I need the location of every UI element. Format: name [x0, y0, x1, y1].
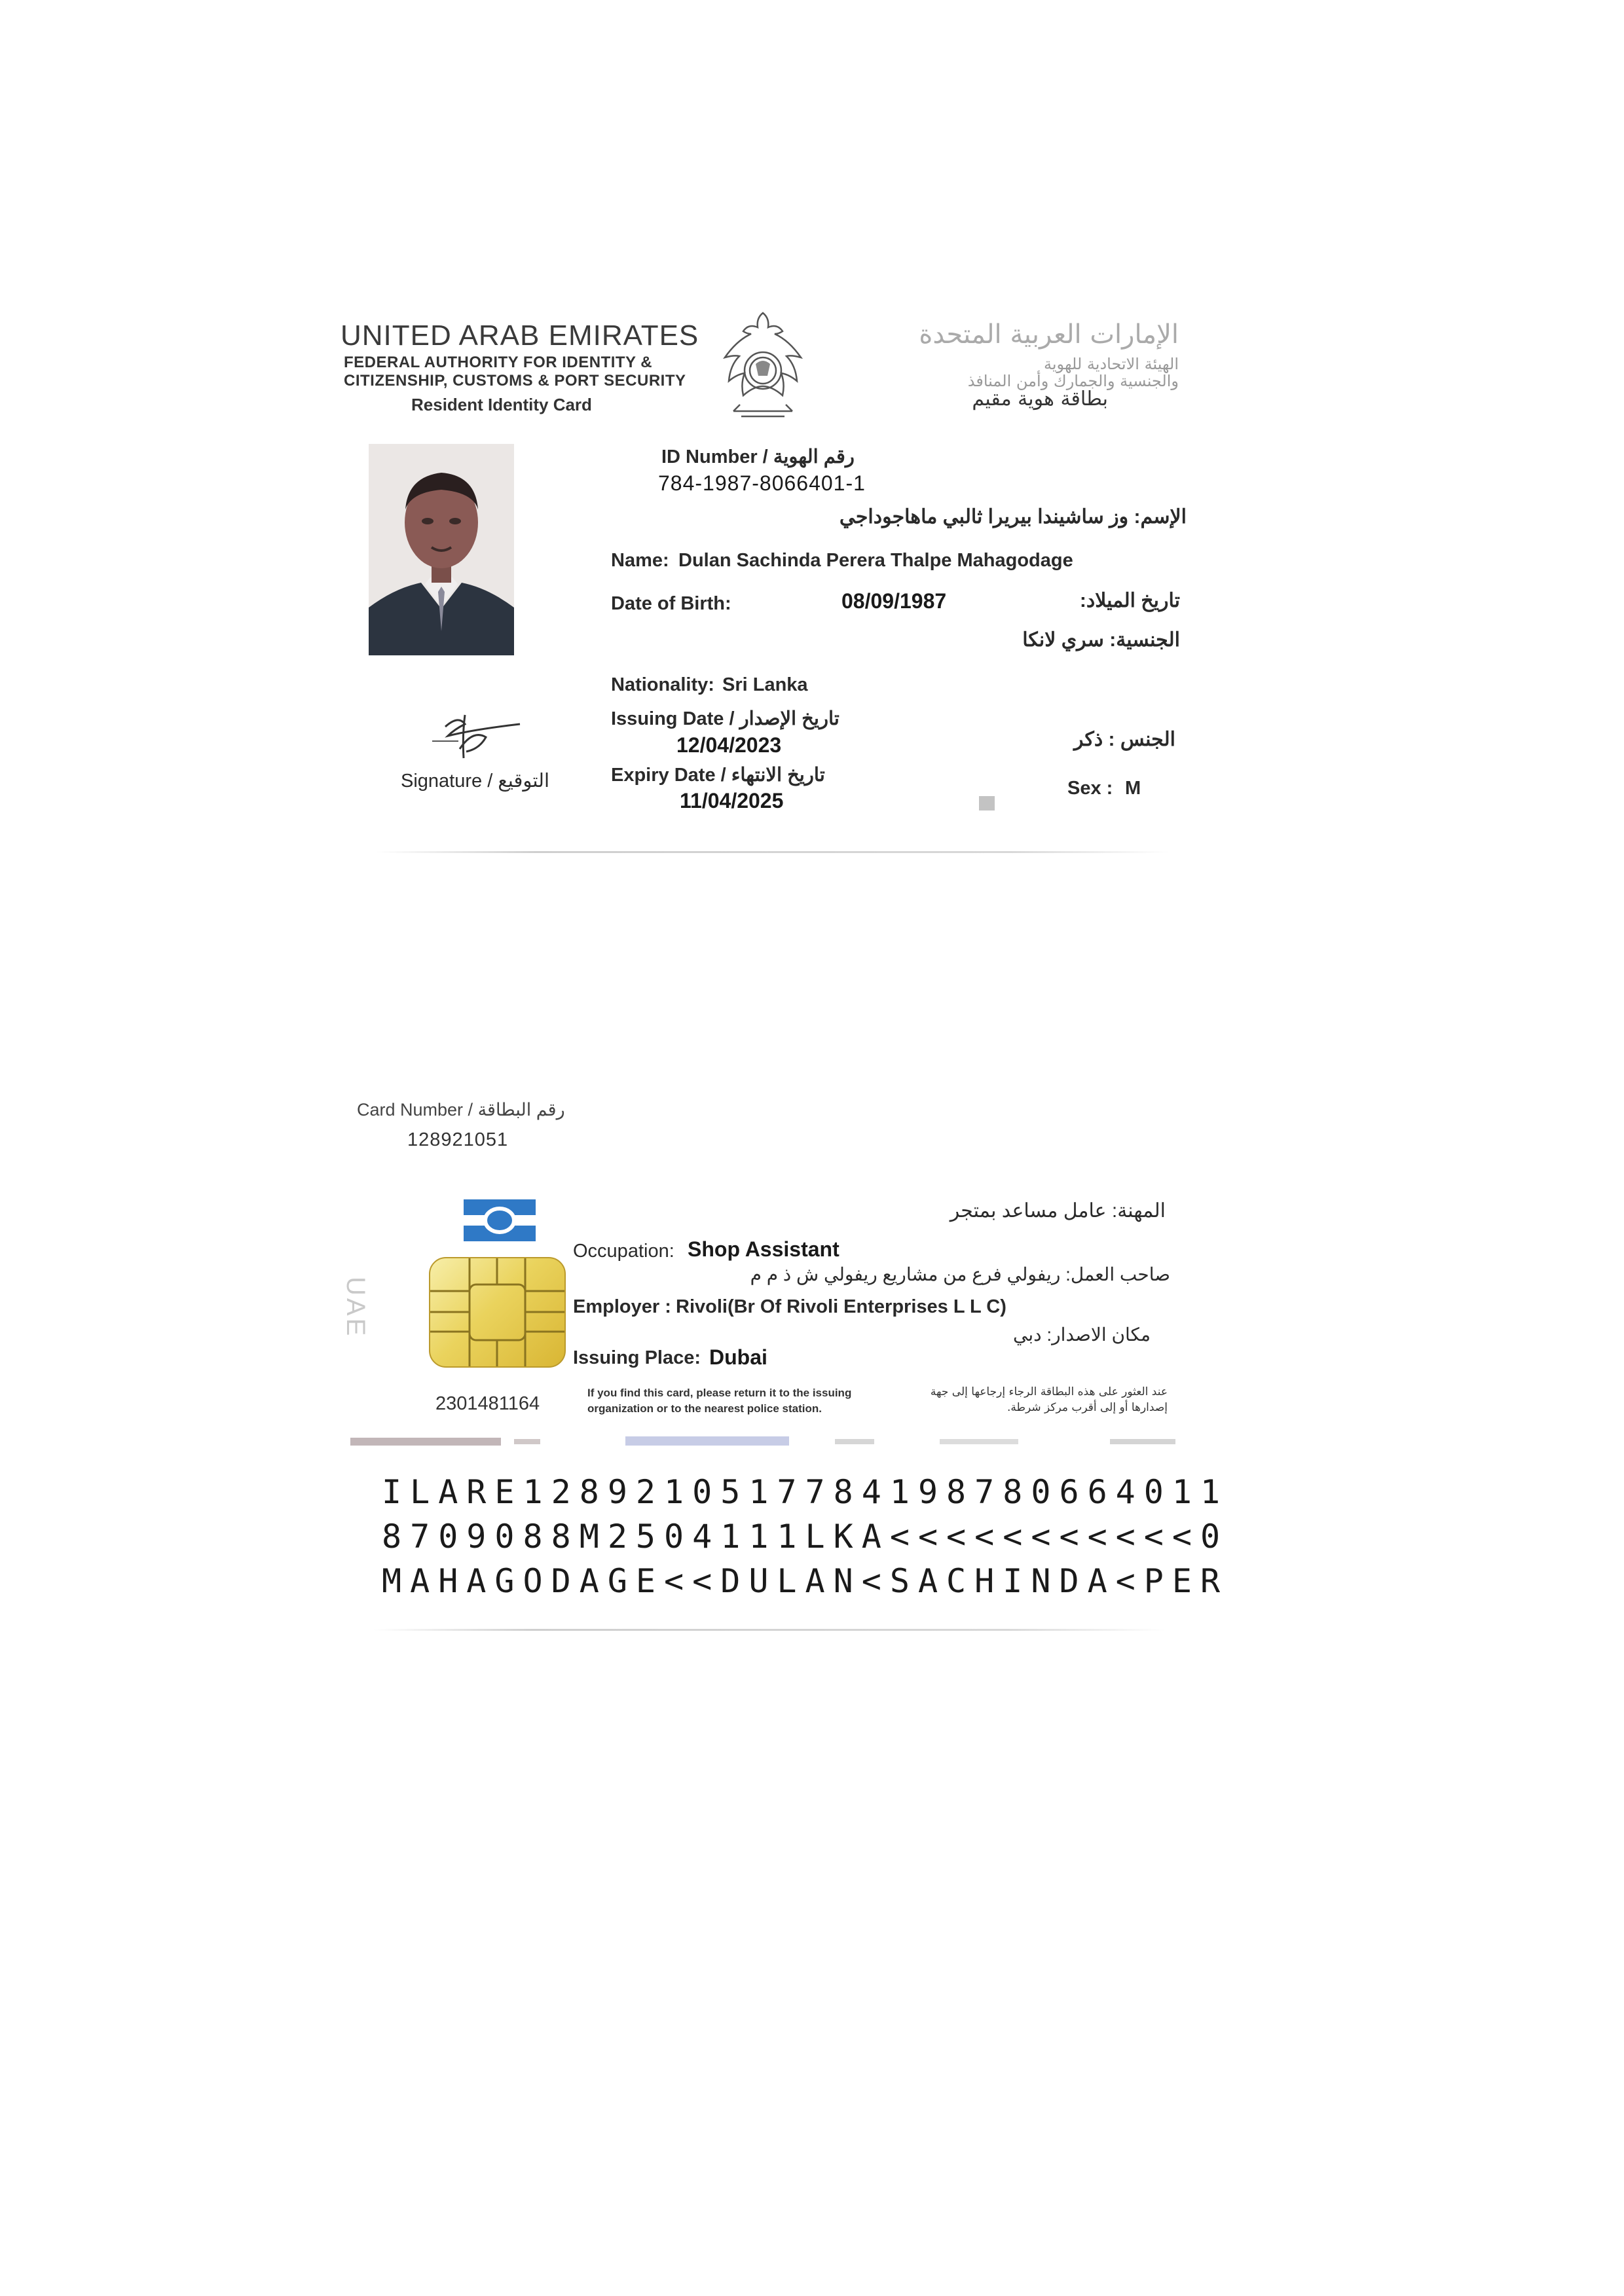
expiry-date-label: Expiry Date / تاريخ الانتهاء — [611, 765, 825, 786]
name-value: Dulan Sachinda Perera Thalpe Mahagodage — [678, 550, 1073, 571]
return-note-arabic-line-1: عند العثور على هذه البطاقة الرجاء إرجاعها إلى جهة — [930, 1385, 1168, 1398]
security-strip — [350, 1435, 1179, 1447]
card-type: Resident Identity Card — [411, 395, 592, 414]
expiry-date-value: 11/04/2025 — [680, 789, 784, 812]
authority-arabic-line-1: الهيئة الاتحادية للهوية — [1044, 355, 1179, 373]
nationality-arabic: الجنسية: سري لانكا — [1022, 629, 1180, 651]
issuing-place-label: Issuing Place: — [573, 1347, 701, 1368]
authority-line-2: CITIZENSHIP, CUSTOMS & PORT SECURITY — [344, 372, 686, 390]
dob-label: Date of Birth: — [611, 593, 731, 614]
card-type-arabic: بطاقة هوية مقيم — [972, 388, 1108, 410]
employer-label: Employer : — [573, 1296, 671, 1317]
name-arabic: الإسم: وز ساشيندا بيريرا ثالبي ماهاجوداجي — [839, 506, 1187, 528]
chip-number: 2301481164 — [435, 1393, 540, 1414]
authority-arabic-line-2: والجنسية والجمارك وأمن المنافذ — [967, 372, 1179, 390]
sex-value: M — [1125, 778, 1141, 799]
issuing-place-arabic: مكان الاصدار: دبي — [1012, 1324, 1151, 1345]
authority-arabic-title: الإمارات العربية المتحدة — [919, 319, 1179, 350]
employer-arabic: صاحب العمل: ريفولي فرع من مشاريع ريفولي ش ذ م م — [750, 1264, 1170, 1285]
card-number-label: Card Number / رقم البطاقة — [357, 1100, 565, 1120]
nationality-label: Nationality: — [611, 674, 714, 695]
return-note-arabic-line-2: إصدارها أو إلى أقرب مركز شرطة. — [1006, 1401, 1168, 1414]
return-note-line-1: If you find this card, please return it to the issuing — [587, 1387, 852, 1399]
card-number-value: 128921051 — [407, 1129, 509, 1150]
dob-arabic-label: تاريخ الميلاد: — [1079, 590, 1180, 611]
mrz-line-3: MAHAGODAGE<<DULAN<SACHINDA<PER — [382, 1562, 1229, 1600]
uae-emblem-icon — [714, 306, 812, 424]
occupation-value: Shop Assistant — [688, 1237, 840, 1261]
nationality-value: Sri Lanka — [722, 674, 808, 695]
signature-mark — [419, 707, 537, 766]
id-number-label: ID Number / رقم الهوية — [661, 446, 855, 467]
authority-line-1: FEDERAL AUTHORITY FOR IDENTITY & — [344, 354, 653, 371]
sex-arabic: الجنس : ذكر — [1074, 729, 1175, 750]
signature-label: Signature / التوقيع — [401, 771, 550, 792]
issuing-date-value: 12/04/2023 — [676, 733, 782, 757]
back-card-bottom-edge — [373, 1629, 1166, 1631]
holder-portrait — [369, 444, 514, 655]
country-title: UNITED ARAB EMIRATES — [341, 319, 699, 352]
occupation-arabic: المهنة: عامل مساعد بمتجر — [950, 1200, 1166, 1222]
card-logo-icon — [464, 1199, 536, 1241]
stamp-mark — [979, 796, 995, 811]
chip-contacts-icon — [430, 1258, 564, 1366]
employer-value: Rivoli(Br Of Rivoli Enterprises L L C) — [676, 1296, 1006, 1317]
sex-label: Sex : — [1067, 778, 1113, 799]
issuing-place-value: Dubai — [709, 1345, 767, 1369]
smart-chip — [429, 1257, 566, 1368]
return-note-line-2: organization or to the nearest police station. — [587, 1402, 822, 1415]
mrz-line-2: 8709088M2504111LKA<<<<<<<<<<<0 — [382, 1518, 1229, 1556]
issuing-date-label: Issuing Date / تاريخ الإصدار — [611, 708, 840, 729]
holder-photo — [369, 444, 514, 655]
name-label: Name: — [611, 550, 669, 571]
occupation-label: Occupation: — [573, 1241, 674, 1262]
mrz-line-1: ILARE1289210517784198780664011 — [382, 1473, 1229, 1511]
dob-value: 08/09/1987 — [841, 589, 947, 613]
front-card-bottom-edge — [377, 851, 1169, 853]
id-number-value: 784-1987-8066401-1 — [658, 471, 866, 495]
uae-vertical-watermark: UAE — [341, 1277, 370, 1339]
